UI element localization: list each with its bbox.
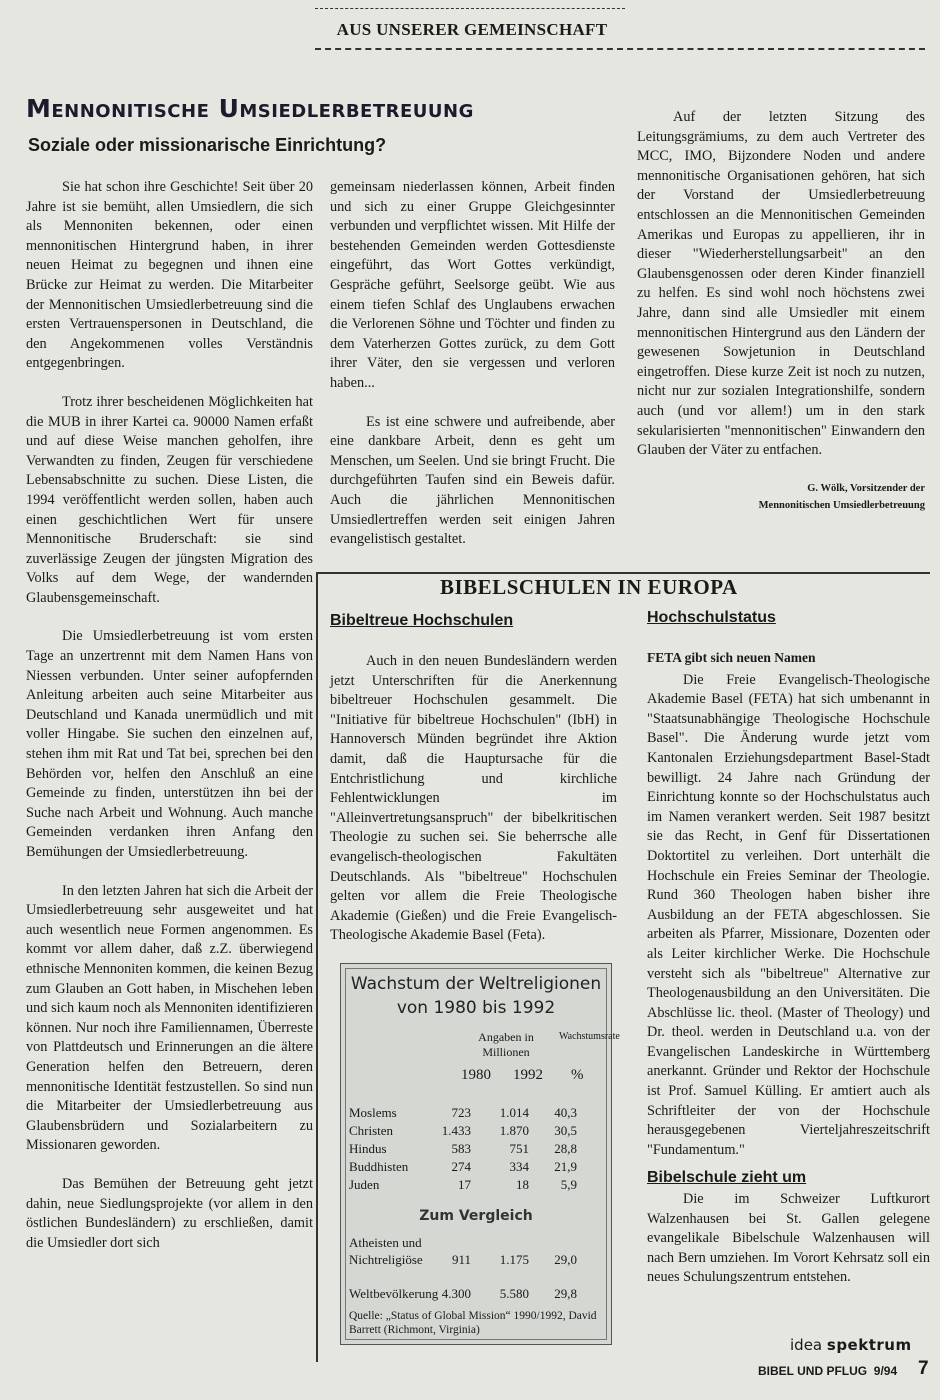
article-column-2	[330, 178, 615, 569]
bibelschulen-title: BIBELSCHULEN IN EUROPA	[440, 575, 738, 599]
value-1980: 4.300	[441, 1286, 471, 1301]
value-1992: 1.870	[499, 1123, 529, 1138]
paragraph: Trotz ihrer bescheidenen Möglichkeiten hat die MUB in ihrer Kartei ca. 90000 Namen erfaßt und auf diese Weise manchen geholfen, ihre Verwandten zu finden, Zeugen für verschiedene Lebensabschnitte zu suchen. Diese Listen, die 1994 veröffentlicht werden sollen, haben auch einen geschichtlichen Wert für unsere Mennonitische Bruderschaft: sie sind zuverlässige Zeugen der jüngsten Migration des Volks auf dem Wege, der wandernden Glaubensgemeinschaft.	[26, 393, 313, 606]
signature-line-2: Mennonitischen Umsiedlerbetreuung	[758, 499, 925, 511]
value-1980: 1.433	[441, 1123, 471, 1138]
hochschulstatus-heading: Hochschulstatus	[647, 609, 776, 626]
value-1992: 5.580	[499, 1286, 529, 1301]
table-row	[349, 1105, 599, 1123]
table-title	[341, 972, 611, 1020]
value-1992: 1.175	[499, 1252, 529, 1267]
paragraph: Es ist eine schwere und aufreibende, aber eine dankbare Arbeit, denn es geht um Menschen, um Seelen. Und sie bringt Frucht. Die durchgeführten Taufen sind ein Beweis dafür. Auch die jährlichen Mennonitischen Umsiedlertreffen werden seit einigen Jahren evangelistisch gestaltet.	[330, 413, 615, 548]
growth-rate: 21,9	[554, 1159, 577, 1174]
table-row	[349, 1235, 599, 1253]
paragraph: Sie hat schon ihre Geschichte! Seit über 20 Jahre ist sie bemüht, allen Umsiedlern, die sich als Mennoniten bekennen, oder einen mennonitischen Hintergrund haben, in ihrer neuen Heimat zu begegnen und ihnen eine Brücke zur Heimat zu werden. Die Mitarbeiter der Mennonitischen Umsiedlerbetreuung sind die ersten Vertrauenspersonen in Deutschland, die den Angekommenen volles Verständnis entgegenbringen.	[26, 179, 313, 372]
year-1992: 1992	[513, 1067, 543, 1083]
table-source: Quelle: „Status of Global Mission“ 1990/1992, David Barrett (Richmont, Virginia)	[349, 1310, 597, 1336]
article-column-1	[26, 178, 313, 1272]
growth-rate: 29,0	[554, 1252, 577, 1267]
umzug-heading: Bibelschule zieht um	[647, 1169, 807, 1187]
signature-line-1: G. Wölk, Vorsitzender der	[807, 482, 925, 494]
growth-rate: 5,9	[560, 1177, 577, 1192]
growth-rate: 30,5	[554, 1123, 577, 1138]
column-header-rate: Wachstumsrate	[559, 1031, 620, 1042]
row-name: Juden	[349, 1177, 380, 1192]
value-1980: 583	[451, 1141, 471, 1156]
growth-rate: 40,3	[554, 1105, 577, 1120]
paragraph: Die Umsiedlerbetreuung ist vom ersten Tage an unzertrennt mit dem Namen Hans von Niessen verbunden. Unter seiner aufopfernden Anleitung arbeiten auch seine Mitarbeiter aus Deutschland und Kanada unermüdlich und mit voller Hingabe. Sie suchen den einzelnen auf, stehen ihm mit Rat und Tat bei, sprechen bei den Behörden vor, helfen den Anschluß an eine Gemeinde zu finden, unterstützen ihn bei der Suche nach Arbeit und Wohnung. Auch manche Gemeinden verdanken ihren Anfang den Bemühungen der Umsiedlerbetreuung.	[26, 628, 313, 860]
section-header: AUS UNSERER GEMEINSCHAFT	[336, 20, 608, 39]
article-subtitle: Soziale oder missionarische Einrichtung?	[28, 135, 387, 155]
value-1980: 911	[451, 1252, 471, 1267]
growth-rate: 29,8	[554, 1286, 577, 1301]
header-rule	[315, 48, 925, 50]
column-header-counts: Angaben in Millionen	[478, 1030, 534, 1059]
article-column-3	[637, 108, 925, 514]
religion-growth-table	[340, 963, 620, 1345]
percent-symbol: %	[571, 1067, 584, 1083]
paragraph: Die Freie Evangelisch-Theologische Akademie Basel (FETA) hat sich umbenannt in "Staatsunabhängige Theologische Hochschule Basel". Die Änderung wurde jetzt vom Kantonalen Erziehungsdepartment Basel-Stadt bewilligt. 24 Jahre nach Gründung der Einrichtung konnte so der Hochschulstatus auch im Namen verankert werden. Seit 1987 besitzt sie das Recht, in Genf für Dissertationen Doktortitel zu verleihen. Dort unterhält die Hochschule ein Freies Seminar der Theologie. Rund 360 Theologen haben bisher ihre Ausbildung an der FETA abgeschlossen. Sie arbeiten als Pfarrer, Missionare, Dozenten oder als Leiter kirchlicher Werke. Die Hochschule versteht sich als "bibeltreue" Alternative zur Theologenausbildung an den Universitäten. Die Abschlüsse lic. theol. (Master of Theology) und Dr. theol. werden in Deutschland u.a. von der Evangelischen Landeskirche in Württemberg anerkannt. Gründer und Rektor der Hochschule ist Prof. Samuel Külling. Er amtiert auch als Schriftleiter der von der Hochschule herausgegebenen Vierteljahreszeitschrift "Fundamentum."	[647, 671, 930, 1158]
row-name: Weltbevölkerung	[349, 1286, 439, 1301]
box-left-rule	[316, 572, 318, 1362]
top-rule	[315, 8, 625, 9]
paragraph: Die im Schweizer Luftkurort Walzenhausen bei St. Gallen gelegene evangelikale Bibelschule Walzenhausen will nach Bern umziehen. Im Vorort Kehrsatz soll ein neues Schulungszentrum entstehen.	[647, 1191, 930, 1286]
paragraph: In den letzten Jahren hat sich die Arbeit der Umsiedlerbetreuung sehr ausgeweitet und hat auch wesentlich neue Formen angenommen. Es kommt vor allem daher, daß z.Z. überwiegend ethnische Mennoniten kommen, die keinen Bezug zum Glauben an Gott haben, in Mischehen leben und sich kaum noch als Mennoniten identifizieren können. Nur noch ihre Familiennamen, Überreste von Plattdeutsch und Erinnerungen an die ältere Generation helfen den Betreuern, deren mennonitische Identität festzustellen. So sind nun die Mitarbeiter der Umsiedlerbetreuung aus Glaubensbrüdern und Sozialarbeitern zu Missionaren geworden.	[26, 882, 313, 1154]
row-name: Christen	[349, 1123, 394, 1138]
magazine-footer: BIBEL UND PFLUG 9/94	[758, 1364, 898, 1378]
table-row	[349, 1159, 599, 1177]
value-1980: 17	[458, 1177, 471, 1192]
value-1992: 18	[516, 1177, 529, 1192]
value-1980: 723	[451, 1105, 471, 1120]
signature	[637, 480, 925, 514]
comparison-heading: Zum Vergleich	[419, 1208, 533, 1224]
value-1992: 334	[509, 1159, 529, 1174]
year-1980: 1980	[461, 1067, 491, 1083]
growth-rate: 28,8	[554, 1141, 577, 1156]
row-name-line-1: Atheisten und	[349, 1235, 422, 1250]
bibeltreue-heading: Bibeltreue Hochschulen	[330, 612, 514, 629]
idea-prefix: idea	[790, 1336, 823, 1354]
table-row	[349, 1177, 599, 1195]
table-row	[349, 1123, 599, 1141]
hochschulstatus-column	[647, 648, 930, 1307]
value-1992: 751	[509, 1141, 529, 1156]
article-title: Mennonitische Umsiedlerbetreuung	[26, 94, 474, 123]
row-name: Hindus	[349, 1141, 387, 1156]
value-1980: 274	[451, 1159, 471, 1174]
table-title-line-2: von 1980 bis 1992	[396, 998, 556, 1018]
paragraph: gemeinsam niederlassen können, Arbeit finden und sich zu einer Gruppe Gleichgesinnter verbunden und verpflichtet wissen. Mit Hilfe der bestehenden Gemeinden werden Gottesdienste eingeführt, das Wort Gottes verkündigt, Gespräche geführt, Seelsorge geübt. Wie aus einem tiefen Schlaf des Unglaubens erwachen die Verlorenen Söhne und Töchter und finden zu dem Vaterherzen Gottes zurück, zu dem Gott ihrer Väter, den sie vergessen und verloren haben...	[330, 179, 615, 391]
value-1992: 1.014	[499, 1105, 529, 1120]
table-row	[349, 1252, 599, 1270]
paragraph: Auch in den neuen Bundesländern werden jetzt Unterschriften für die Anerkennung bibeltreuer Hochschulen gesammelt. Die "Initiative für bibeltreue Hochschulen" (IbH) in Hannoversch Münden begründet ihre Aktion damit, daß die Hauptursache für die Entchristlichung und kirchliche Fehlentwicklungen im "Alleinvertretungsanspruch" der bibelkritischen Theologie zu suchen sei. Sie beherrsche alle evangelisch-theologischen Fakultäten Deutschlands. Als "bibeltreue" Hochschulen gelten vor allem die Freie Theologische Akademie (Gießen) und die Freie Evangelisch-Theologische Akademie Basel (Feta).	[330, 653, 617, 944]
paragraph: Das Bemühen der Betreuung geht jetzt dahin, neue Siedlungsprojekte (vor allem in den östlichen Bundesländern) zu erschließen, damit die Umsiedler dort sich	[26, 1175, 313, 1251]
idea-brand: spektrum	[826, 1336, 912, 1354]
page-number: 7	[918, 1358, 929, 1379]
row-name: Moslems	[349, 1105, 397, 1120]
box-top-rule	[316, 572, 930, 574]
table-title-line-1: Wachstum der Weltreligionen	[350, 974, 602, 994]
paragraph: Auf der letzten Sitzung des Leitungsgrämiums, zu dem auch Vertreter des MCC, IMO, Bijzondere Noden und andere mennonitische Organisationen gehören, hat sich der Vorstand der Umsiedlerbetreuung entschlossen an die Mennonitischen Gemeinden Amerikas und Europas zu appellieren, ihr in dieser "Wiederherstellungsarbeit" an den Glaubensgenossen oder deren Kinder finanziell zu helfen. Es sind wohl noch höchstens zwei Jahre, dann sind alle Umsiedler mit einem mennonitischen Hintergrund aus den Ländern der gewesenen Sowjetunion in Deutschland eingetroffen. Diese kurze Zeit ist noch zu nutzen, nicht nur zur sozialen Integrationshilfe, sondern auch (und vor allem!) um in den stark sekularisierten "mennonitischen" Einwandern den Glauben der Väter zu entfachen.	[637, 109, 925, 459]
table-row	[349, 1141, 599, 1159]
idea-spektrum-logo	[790, 1336, 912, 1354]
feta-heading: FETA gibt sich neuen Namen	[647, 650, 816, 665]
row-name: Buddhisten	[349, 1159, 409, 1174]
table-row	[349, 1286, 599, 1304]
row-name: Nichtreligiöse	[349, 1252, 423, 1267]
bibeltreue-column	[330, 652, 617, 965]
